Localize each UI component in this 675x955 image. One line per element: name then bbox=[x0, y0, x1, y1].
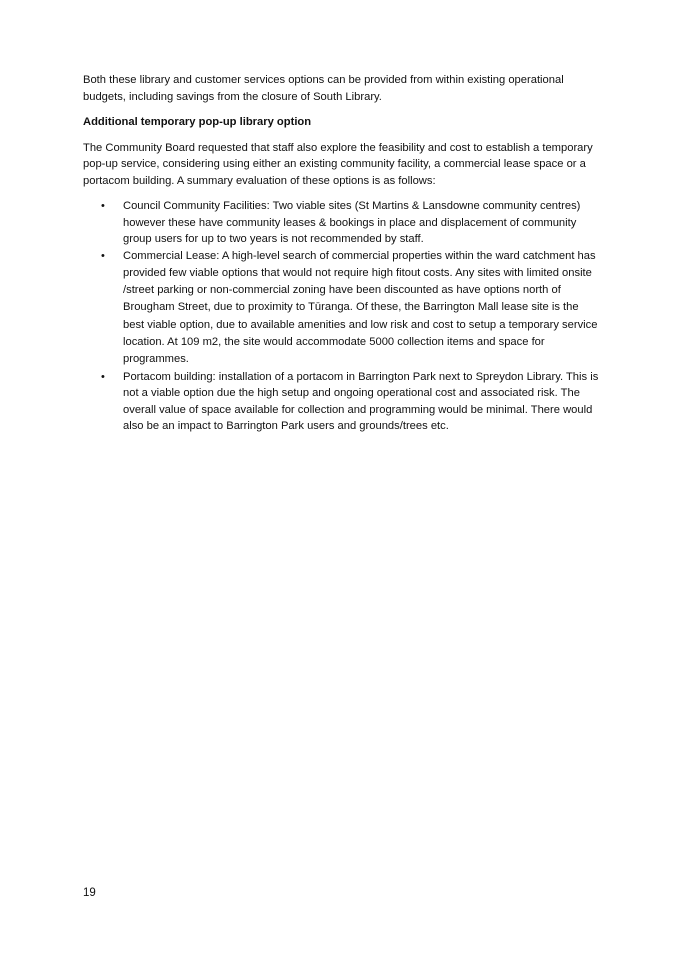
list-item-text: Commercial Lease: A high-level search of commercial properties within the ward catchment has provided few viable options that would not require high fitout costs. Any sites with limited onsite /street parking or non-commercial zoning have been discounted as have options north of Brougham Street, due to proximity to Tūranga. Of these, the Barrington Mall lease site is the best viable option, due to available amenities and low risk and cost to setup a temporary service location. At 109 m2, the site would accommodate 5000 collection items and space for programmes. bbox=[123, 249, 598, 366]
bullet-icon: • bbox=[101, 249, 105, 262]
bullet-icon: • bbox=[101, 370, 105, 383]
options-list bbox=[83, 198, 601, 435]
section-paragraph: The Community Board requested that staff also explore the feasibility and cost to establish a temporary pop-up service, considering using either an existing community facility, a commercial lease space or a portacom building. A summary evaluation of these options is as follows: bbox=[83, 141, 593, 187]
list-item-text: Council Community Facilities: Two viable sites (St Martins & Lansdowne community centres) however these have community leases & bookings in place and displacement of community group users for up to two years is not recommended by staff. bbox=[123, 200, 581, 245]
bullet-icon: • bbox=[101, 200, 105, 212]
intro-paragraph: Both these library and customer services options can be provided from within existing operational budgets, including savings from the closure of South Library. bbox=[83, 74, 564, 103]
list-item-commercial-lease bbox=[83, 248, 601, 369]
section-heading: Additional temporary pop-up library option bbox=[83, 116, 312, 128]
list-item-council-facilities bbox=[83, 198, 601, 248]
list-item-portacom bbox=[83, 369, 601, 435]
page-number: 19 bbox=[83, 887, 96, 899]
list-item-text: Portacom building: installation of a portacom in Barrington Park next to Spreydon Library. This is not a viable option due the high setup and ongoing operational cost and associated risk. The overall value of space available for collection and programming would be minimal. There would also be an impact to Barrington Park users and grounds/trees etc. bbox=[123, 370, 599, 433]
document-page bbox=[83, 72, 601, 435]
